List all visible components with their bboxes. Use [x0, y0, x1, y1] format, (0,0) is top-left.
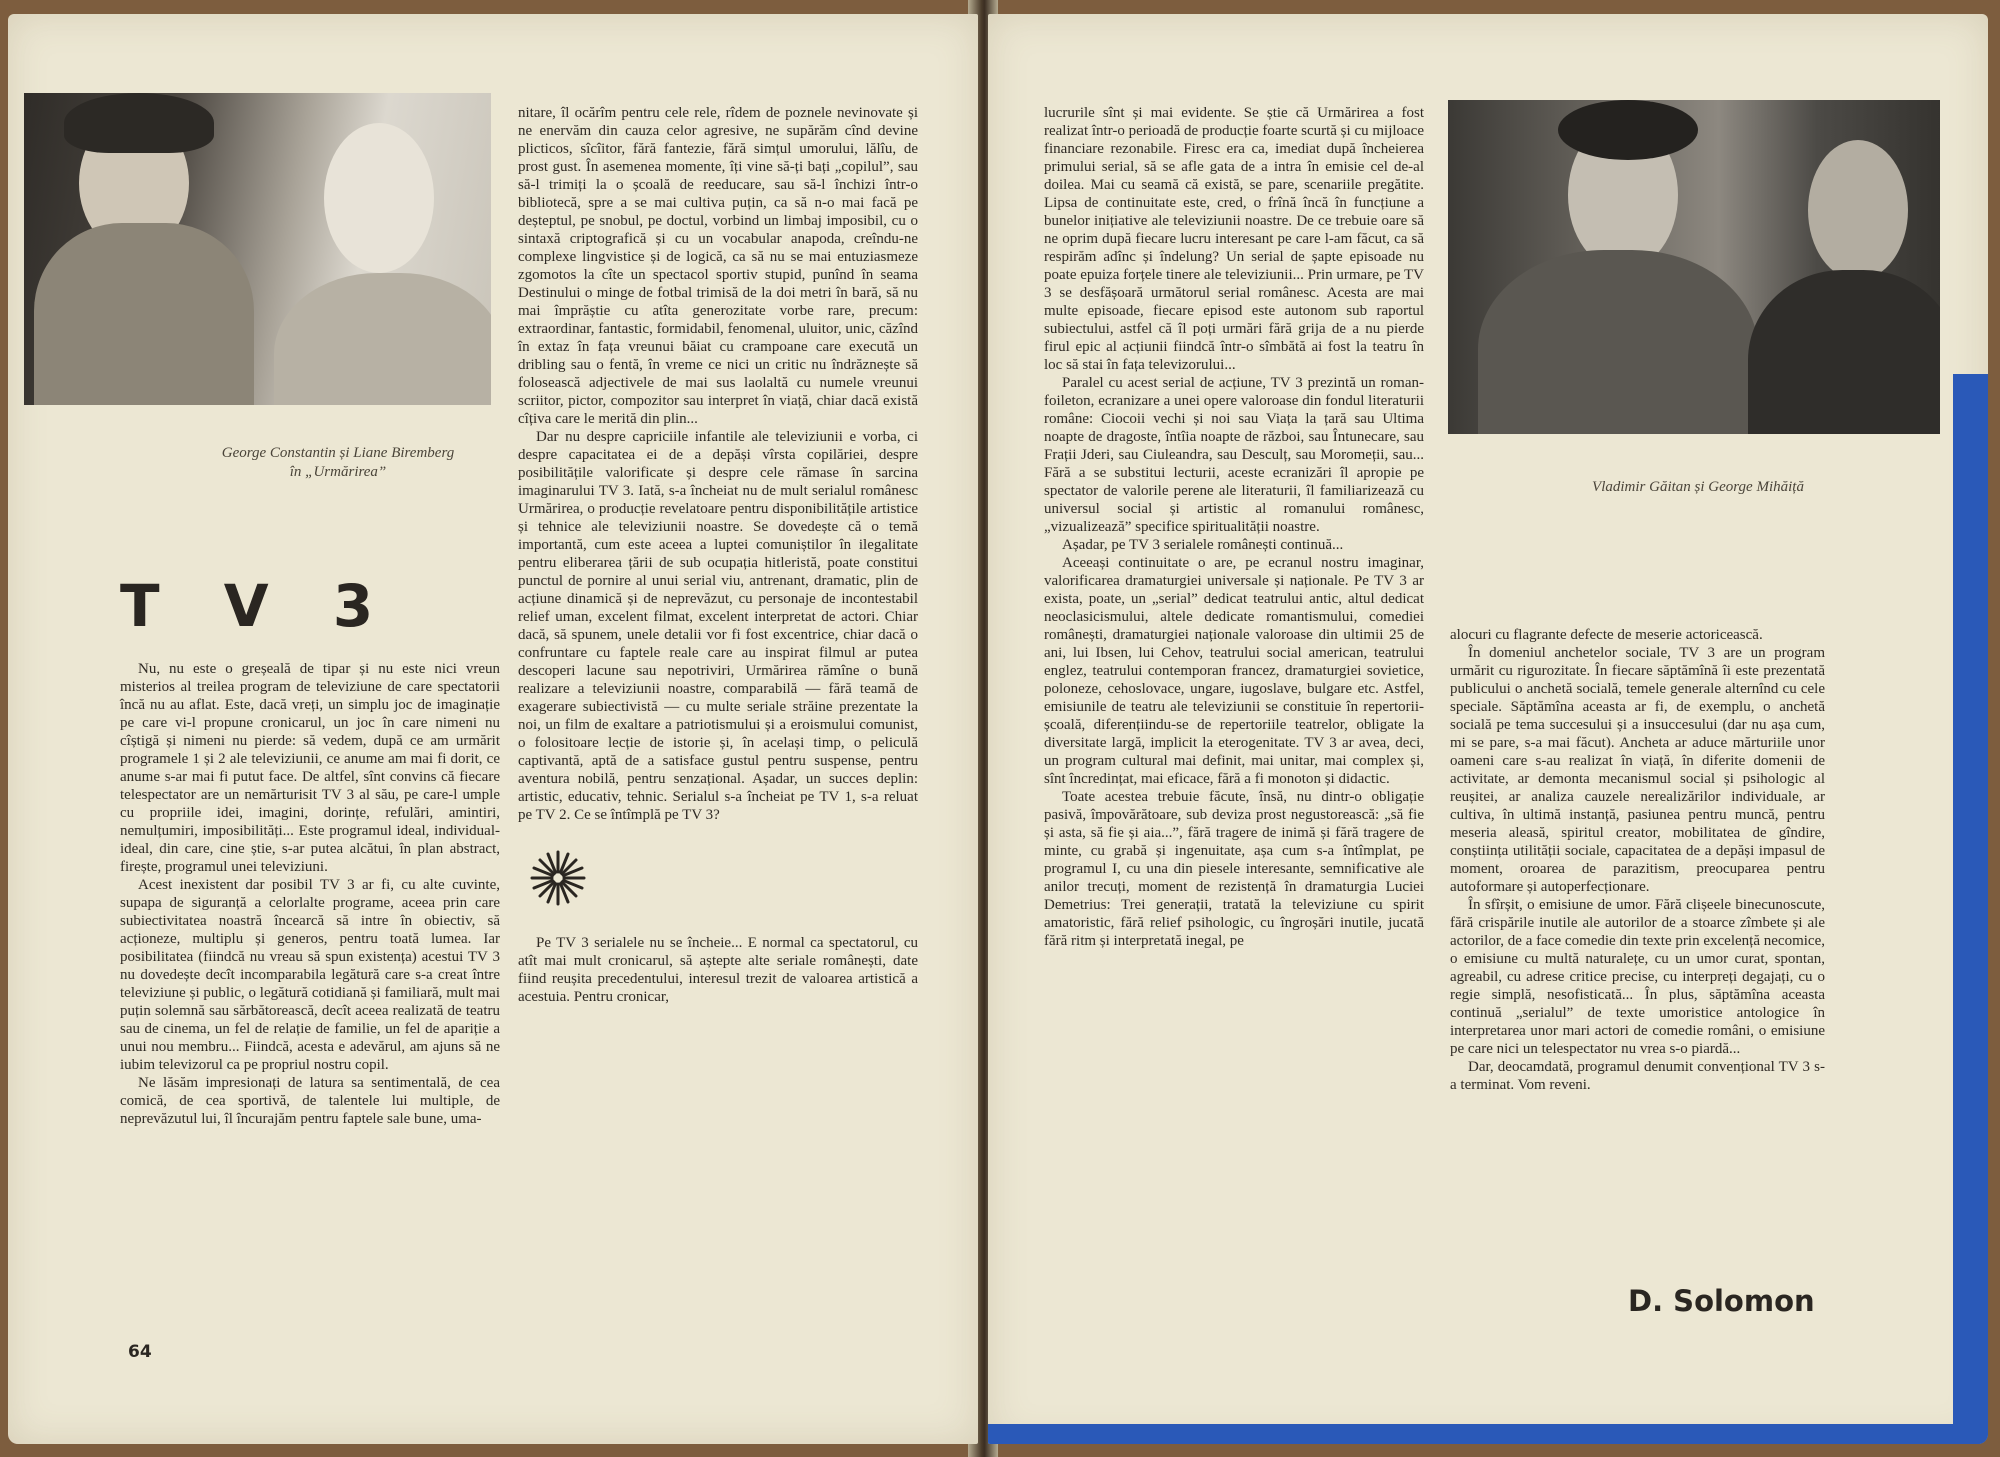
- article-title: T V 3: [120, 572, 396, 640]
- paragraph: Paralel cu acest serial de acțiune, TV 3 prezintă un roman-foileton, ecranizare a unei opere valoroase din fondul literaturii române: Ciocoii vechi și noi sau Viața la țară sau Ultima noapte de dragoste, întîia noapte de război, sau Întunecare, sau Frații Jderi, sau Ciuleandra, sau Desculț, sau Moromeții, sau... Fără a se substitui lecturii, aceste ecranizări îl apropie pe spectator de valorile perene ale literaturii, îl familiarizează cu universul social și artistic al romanului românesc, „vizualizează” specifice spiritualității noastre.: [1044, 375, 1424, 535]
- paragraph: Acest inexistent dar posibil TV 3 ar fi, cu alte cuvinte, supapa de siguranță a celorlalte programe, aceea prin care subiectivitatea noastră încearcă să intre în obiectiv, să acționeze, multiplu și generos, pentru toată lumea. Iar posibilitatea (fiindcă nu vreau să spun existența) acestui TV 3 nu dovedește decît incomparabila legătură care s-a creat între televiziune și public, o legătură cotidiană și familiară, mult mai puțin solemnă sau sărbătorească, decît aceea realizată de teatru sau de cinema, un fel de relație de familie, un fel de apariție a unui nou membru... Fiindcă, acesta e adevărul, am ajuns să ne iubim televizorul ca pe propriul nostru copil.: [120, 877, 500, 1073]
- paragraph: nitare, îl ocărîm pentru cele rele, rîdem de poznele nevinovate și ne enervăm din cauza celor agresive, ne supărăm cînd devine plicticos, sîcîitor, fără fantezie, fără simțul umorului, lălîu, de prost gust. În asemenea momente, îți vine să-ți bați „copilul”, sau să-l trimiți la o școală de reeducare, sau să-l închizi într-o bibliotecă, spre a se mai cultiva puțin, ca să n-o mai facă pe deșteptul, pe snobul, pe doctul, vorbind un limbaj imposibil, cu o sintaxă criptografică și cu un vocabular anapoda, creîndu-ne complexe lingvistice și de logică, ca să nu se mai entuziasmeze zgomotos la cîte un spectacol sportiv stupid, punînd în seama Destinului o minge de fotbal trimisă de la doi metri în bară, să nu mai împrăștie cu atîta generozitate vorbe rare, precum: extraordinar, fantastic, formidabil, fenomenal, uluitor, unic, căzînd în extaz în fața vreunui băiat cu crampoane care execută un dribling sau o fentă, în vreme ce nici un critic nu îndrăznește să folosească adjectivele de mai sus laolaltă cu numele vreunui scriitor, pictor, compozitor sau interpret în viață, chiar dacă există cîțiva care le merită din plin...: [518, 105, 918, 427]
- left-page: [8, 14, 978, 1444]
- paragraph: Dar nu despre capriciile infantile ale televiziunii e vorba, ci despre capacitatea ei de a depăși vîrsta copilăriei, despre posibilitățile valorificate și despre cele rămase în sarcina imaginarului TV 3. Iată, s-a încheiat nu de mult serialul românesc Urmărirea, o producție revelatoare pentru disponibilitățile artistice și tehnice ale televiziunii noastre. Se dovedește că o temă importantă, cum este aceea a luptei comuniștilor în ilegalitate pentru eliberarea țării de sub ocupația hitleristă, poate constitui punctul de pornire al unui serial viu, antrenant, dramatic, plin de acțiune dinamică și de neprevăzut, cu personaje de incontestabil relief uman, excelent filmat, excelent interpretat de actori. Chiar dacă, să spunem, unele detalii vor fi fost excentrice, chiar dacă o confruntare cu faptele reale care au inspirat filmul ar putea descoperi lacune sau nepotriviri, Urmărirea rămîne o bună realizare a televiziunii noastre, comparabilă — fără teamă de exagerare subiectivistă — cu multe seriale străine prezentate la noi, un film de exaltare a patriotismului și a eroismului comunist, o folositoare lecție de istorie și, în același timp, o peliculă captivantă, aptă de a satisface gustul pentru suspense, pentru aventura nobilă, pentru senzațional. Așadar, un succes deplin: artistic, educativ, tehnic. Serialul s-a încheiat pe TV 1, s-a reluat pe TV 2. Ce se întîmplă pe TV 3?: [518, 429, 918, 823]
- paragraph: În domeniul anchetelor sociale, TV 3 are un program urmărit cu rigurozitate. În fiecare săptămînă îi este prezentată publicului o anchetă socială, temele generale alternînd cu cele speciale. Săptămîna aceasta ar fi, de exemplu, o anchetă socială pe tema succesului și a insuccesului (dar nu așa cum, mi se pare, s-a mai făcut). Ancheta ar aduce mărturiile unor oameni care s-au realizat în viață, în diferite domenii de activitate, ar demonta mecanismul social și psihologic al reușitei, ar analiza cauzele nerealizărilor individuale, ar cultiva, în ultimă instanță, pasiunea pentru muncă, pentru meseria aleasă, spiritul creator, mobilitatea de gîndire, conștiința utilității sociale, capacitatea de a depăși impasul de moment, oroarea de parazitism, preocuparea pentru autoformare și autoperfecționare.: [1450, 645, 1825, 895]
- right-page: [988, 14, 1988, 1444]
- photo-george-constantin-liane-biremberg: [24, 93, 491, 405]
- cover-edge-blue-bottom: [988, 1424, 1988, 1444]
- sunburst-ornament-icon: [528, 848, 588, 908]
- left-photo-caption: George Constantin și Liane Biremberg în „Urmărirea”: [221, 445, 455, 480]
- paragraph: Nu, nu este o greșeală de tipar și nu este nici vreun misterios al treilea program de televiziune de care spectatorii încă nu au aflat. Este, dacă vreți, un simplu joc de imaginație pe care vi-l propune cronicarul, un joc în care nimeni nu cîștigă și nimeni nu pierde: să vedem, după ce am urmărit programele 1 și 2 ale televiziunii, ce anume am mai fi dorit, ce anume s-ar mai fi putut face. De altfel, sînt convins că fiecare telespectator are un nemărturisit TV 3 al său, pe care-l umple cu propriile idei, imagini, dorințe, refulări, amintiri, nemulțumiri, imposibilități... Este programul ideal, individual-ideal, din care, cine știe, s-ar putea alcătui, în plan abstract, firește, programul unei televiziuni.: [120, 661, 500, 875]
- paragraph: alocuri cu flagrante defecte de meserie actoricească.: [1450, 627, 1763, 643]
- paragraph: În sfîrșit, o emisiune de umor. Fără clișeele binecunoscute, fără crispările inutile ale autorilor de a stoarce zîmbete și ale actorilor, de a face comedie din texte prin excelență necomice, o emisiune cu multă naturalețe, cu un umor curat, spontan, agreabil, cu adrese critice precise, cu interpreți degajați, cu o regie simplă, nesofisticată... În plus, săptămîna aceasta continuă „serialul” de texte umoristice antologice în interpretarea unor mari actori de comedie români, o emisiune pe care nici un telespectator nu vrea s-o piardă...: [1450, 897, 1825, 1057]
- paragraph: Pe TV 3 serialele nu se încheie... E normal ca spectatorul, cu atît mai mult cronicarul, să aștepte alte seriale românești, date fiind reușita precedentului, interesul trezit de valoarea artistică a acestuia. Pentru cronicar,: [518, 935, 918, 1005]
- right-column-2: [1450, 626, 1825, 1094]
- right-column-1: [1044, 104, 1424, 950]
- cover-edge-blue: [1953, 374, 1988, 1444]
- page-number: 64: [128, 1342, 152, 1362]
- paragraph: Ne lăsăm impresionați de latura sa sentimentală, de cea comică, de cea sportivă, de talentele lui multiple, de neprevăzutul lui, îl încurajăm pentru faptele sale bune, uma-: [120, 1075, 500, 1127]
- paragraph: Toate acestea trebuie făcute, însă, nu dintr-o obligație pasivă, împovărătoare, sub deviza prost negustorească: „să fie și asta, să fie și aia...”, fără tragere de inimă și fără tragere de minte, cu grabă și ingenuitate, așa cum s-a întîmplat, pe programul I, cu una din piesele interesante, semnificative ale anilor trecuți, moment de rezistență în dramaturgia Luciei Demetrius: Trei generații, tratată la televiziune cu spirit amatoristic, fără relief psihologic, cu îngroșări inutile, jucată fără ritm și interpretată inegal, pe: [1044, 789, 1424, 949]
- paragraph: Dar, deocamdată, programul denumit convențional TV 3 s-a terminat. Vom reveni.: [1450, 1059, 1825, 1093]
- left-column-2: [518, 104, 918, 1006]
- paragraph: lucrurile sînt și mai evidente. Se știe că Urmărirea a fost realizat într-o perioadă de producție foarte scurtă și cu mijloace financiare rezonabile. Firesc era ca, imediat după încheierea primului serial, să se afle gata de a intra în emisie cel de-al doilea. Mai cu seamă că există, se pare, scenariile pregătite. Lipsa de continuitate este, cred, o frînă încă în funcțiune a bunelor inițiative ale televiziunii noastre. De ce trebuie oare să ne oprim după fiecare lucru interesant pe care l-am făcut, ca să respirăm adînc și îndelung? Un serial de șapte episoade nu poate epuiza forțele tinere ale televiziunii... Prin urmare, pe TV 3 se desfășoară următorul serial românesc. Acesta are mai multe episoade, fiecare episod este autonom sub raportul subiectului, astfel că îl poți urmări fără grija de a nu pierde firul epic al acțiunii fiindcă într-o sîmbătă ai fost la teatru în loc să stai în fața televizorului...: [1044, 105, 1424, 373]
- photo-vladimir-gaitan-george-mihaita: [1448, 100, 1940, 434]
- left-column-1: [120, 660, 500, 1128]
- paragraph: Așadar, pe TV 3 serialele românești continuă...: [1062, 537, 1344, 553]
- paragraph: Aceeași continuitate o are, pe ecranul nostru imaginar, valorificarea dramaturgiei universale și naționale. Pe TV 3 ar exista, poate, un „serial” dedicat teatrului antic, altul dedicat neoclasicismului, altele dedicate romantismului, comediei românești, dramaturgiei naționale valoroase din ultimii 25 de ani, lui Ibsen, lui Cehov, teatrului social american, teatrului englez, teatrului contemporan francez, dramaturgiei sovietice, poloneze, cehoslovace, ungare, iugoslave, bulgare etc. Astfel, emisiunile de teatru ale televiziunii se constituie în repertorii-școală, diferențiindu-se de repertoriile teatrelor, obligate la diversitate largă, implicit la eterogenitate. TV 3 ar avea, deci, un program cultural mai definit, mai unitar, mai complex și, sînt încredințat, mai eficace, fără a fi monoton și didactic.: [1044, 555, 1424, 787]
- author-signature: D. Solomon: [1628, 1284, 1815, 1318]
- right-photo-caption: Vladimir Găitan și George Mihăiță: [1592, 479, 1804, 495]
